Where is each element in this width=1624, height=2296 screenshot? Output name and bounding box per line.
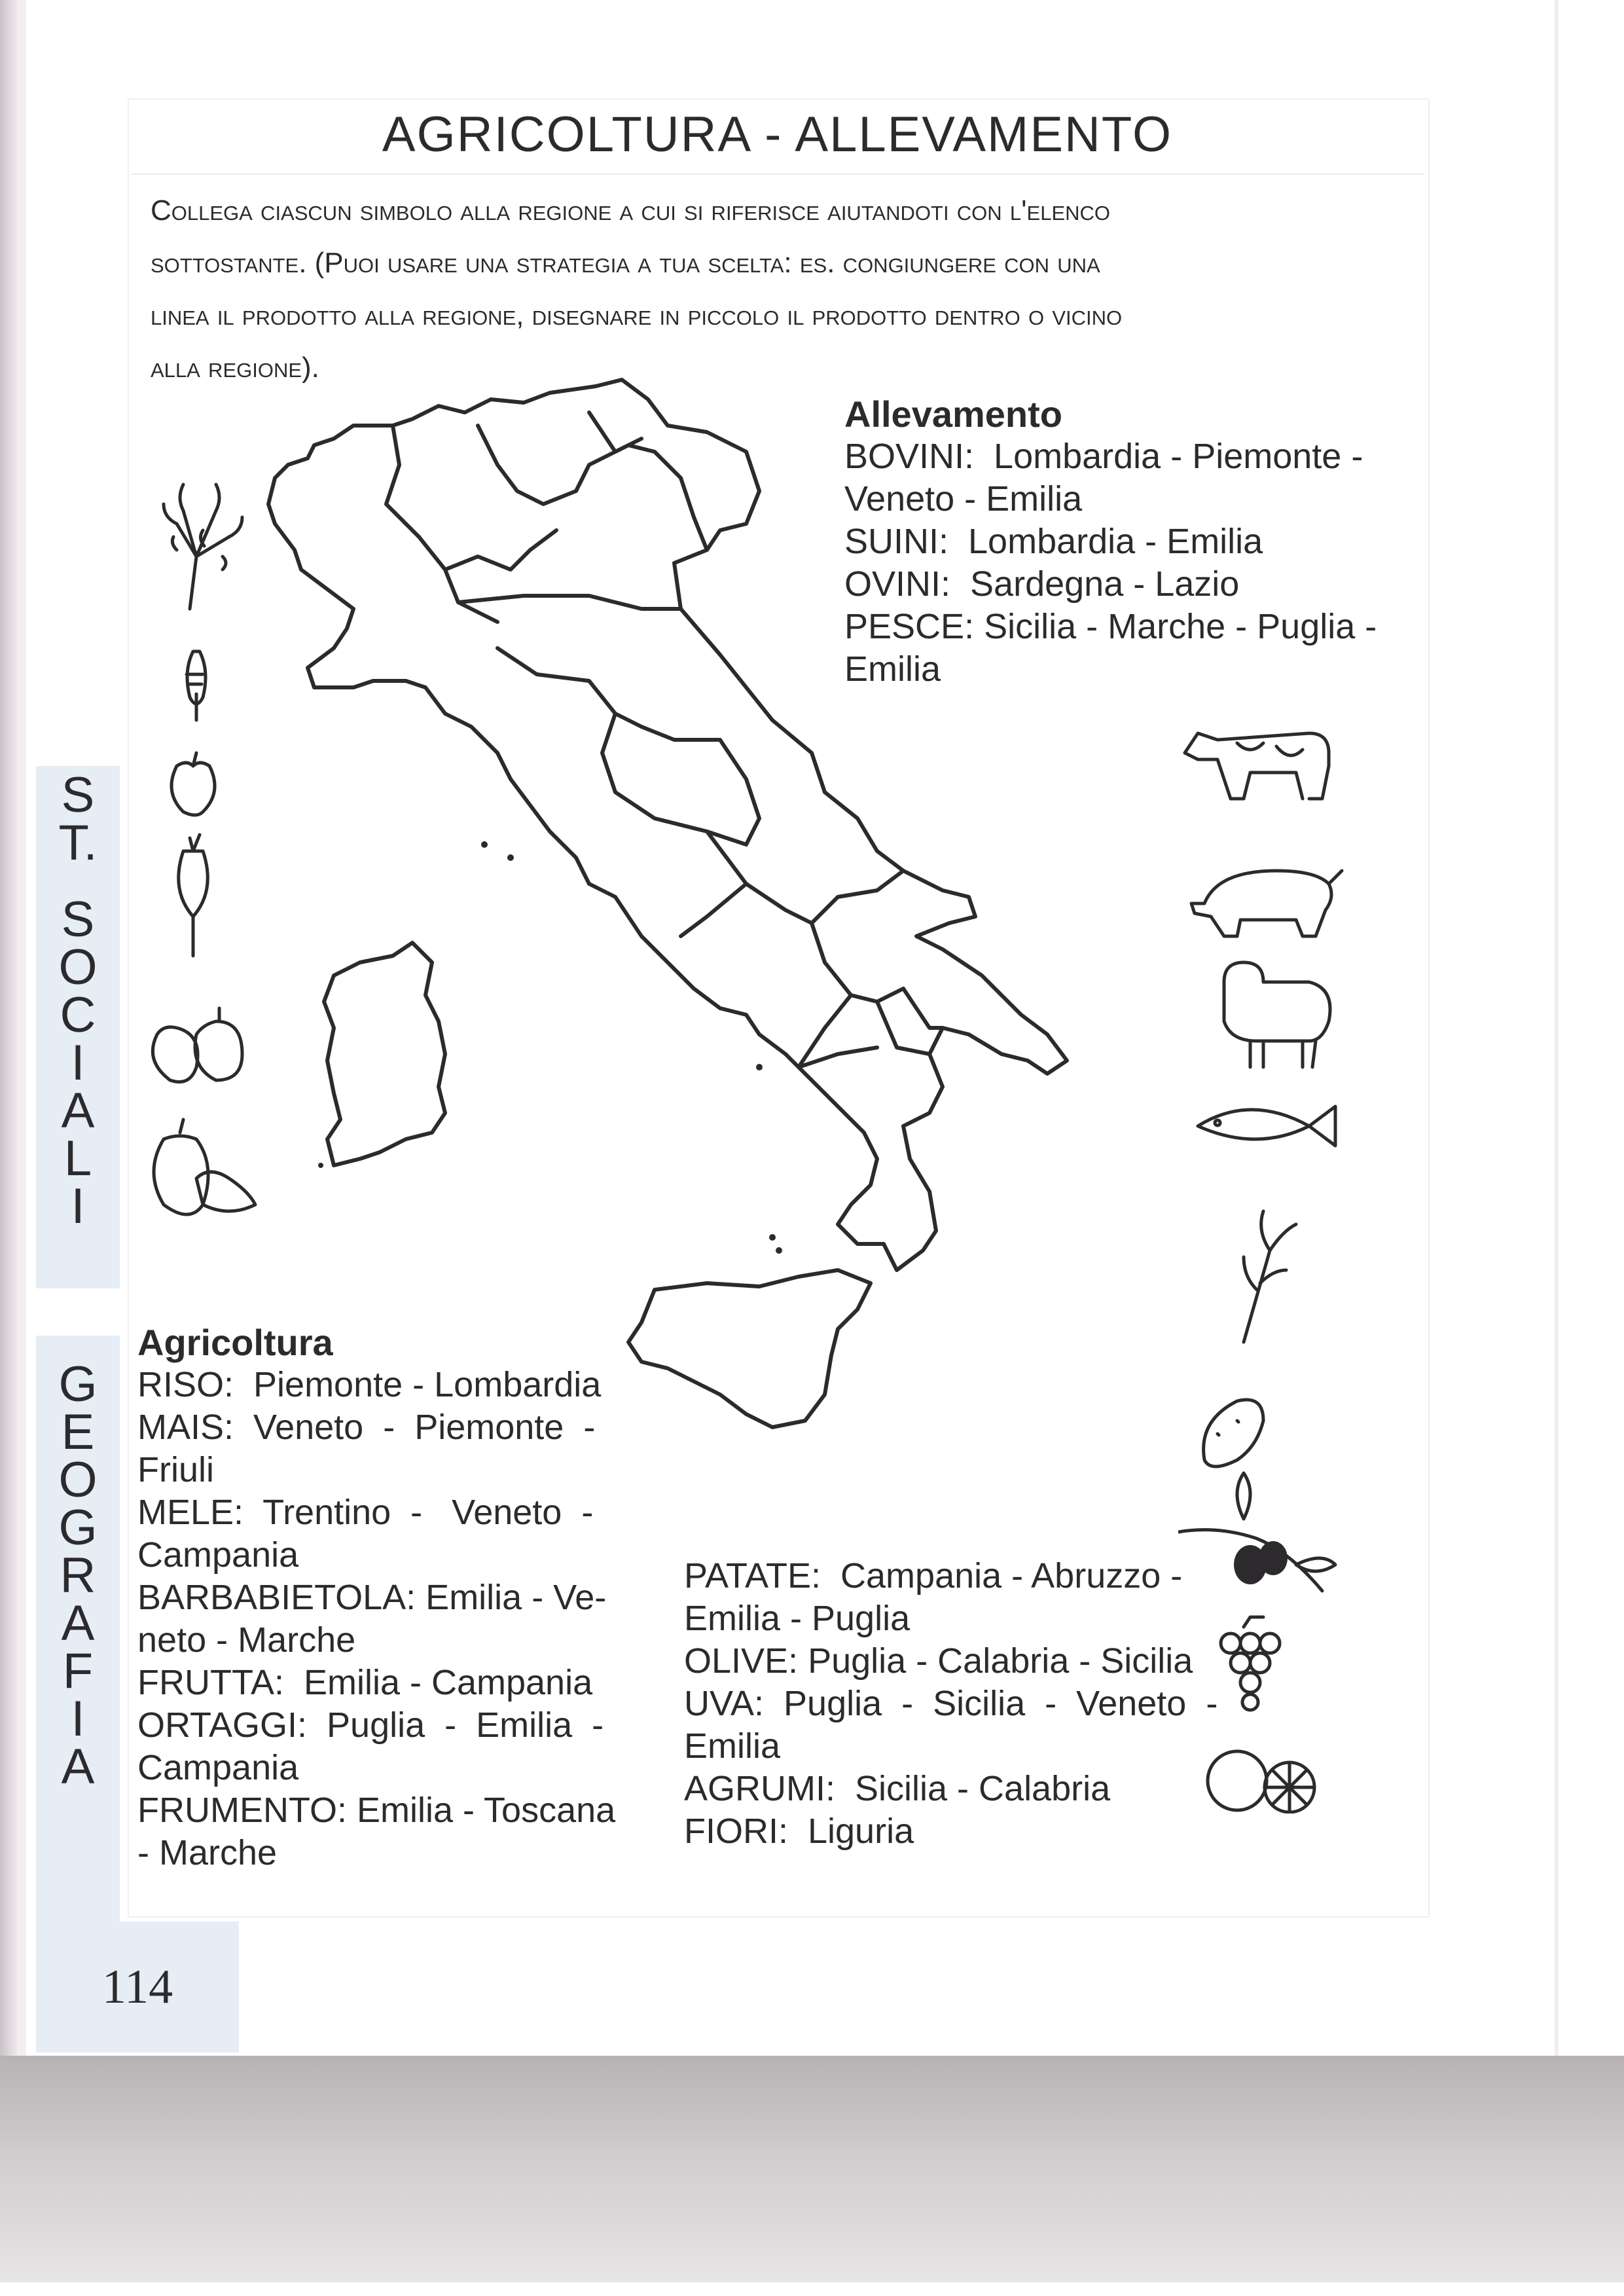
tab-letter: C: [60, 987, 96, 1043]
tab-letter: R: [60, 1548, 96, 1603]
region-border: [877, 1002, 929, 1054]
list-line: Veneto - Emilia: [844, 479, 1083, 519]
list-line: Campania: [137, 1535, 299, 1575]
rice-icon: [164, 484, 242, 609]
list-line: OVINI: Sardegna - Lazio: [844, 564, 1240, 604]
tab-letter: A: [61, 1595, 95, 1651]
tab-letter: A: [61, 1739, 95, 1795]
region-border: [812, 923, 903, 1002]
region-border: [707, 831, 812, 923]
title-divider: [131, 173, 1424, 175]
wheat-icon: [1244, 1211, 1296, 1342]
list-line: ORTAGGI: Puglia - Emilia -: [137, 1705, 604, 1745]
island-dot: [756, 1064, 763, 1070]
list-line: MAIS: Veneto - Piemonte -: [137, 1408, 596, 1447]
list-line: neto - Marche: [137, 1620, 356, 1660]
region-border: [497, 648, 641, 727]
list-line: Friuli: [137, 1450, 214, 1489]
potato-icon: [1204, 1400, 1263, 1467]
list-line: PATATE: Campania - Abruzzo -: [684, 1556, 1183, 1595]
region-border: [641, 727, 720, 740]
region-border: [812, 871, 903, 923]
tab-letter: I: [71, 1035, 85, 1091]
vegetables-icon: [154, 1120, 255, 1214]
list-line: Campania: [137, 1748, 299, 1787]
tab-letter: S: [61, 767, 95, 823]
list-line: PESCE: Sicilia - Marche - Puglia -: [844, 607, 1377, 646]
sicily-outline: [628, 1270, 871, 1427]
list-line: FRUMENTO: Emilia - Toscana: [137, 1791, 616, 1830]
page-binding-shadow: [17, 0, 26, 2056]
citrus-icon: [1208, 1751, 1314, 1812]
region-border: [799, 995, 851, 1067]
tab-letter: T.: [58, 815, 98, 871]
region-border: [681, 884, 746, 936]
region-border: [707, 740, 759, 845]
list-line: SUINI: Lombardia - Emilia: [844, 522, 1263, 561]
fish-icon: [1198, 1106, 1335, 1146]
page-binding-edge: [0, 0, 17, 2056]
list-line: OLIVE: Puglia - Calabria - Sicilia: [684, 1641, 1193, 1681]
agricoltura-heading: Agricoltura: [137, 1322, 333, 1363]
scanner-shadow: [0, 2056, 1624, 2296]
corn-icon: [187, 651, 206, 720]
sheep-icon: [1224, 962, 1330, 1067]
page-number: 114: [36, 1922, 239, 2052]
region-border: [478, 426, 576, 504]
list-line: Emilia: [844, 649, 941, 689]
instruction-line: linea il prodotto alla regione, disegnare in piccolo il prodotto dentro o vicino: [151, 299, 1123, 331]
tab-letter: I: [71, 1178, 85, 1234]
agricoltura-list: [137, 1321, 616, 1874]
tab-letter: O: [58, 939, 98, 995]
beet-icon: [179, 835, 208, 956]
region-border: [903, 989, 943, 1028]
island-dot: [769, 1234, 776, 1241]
side-tab-social-studies: [36, 766, 120, 1288]
page-right-edge: [1555, 0, 1559, 2056]
left-icon-column: [137, 458, 275, 1231]
olive-icon: [1178, 1473, 1335, 1591]
list-line: FRUTTA: Emilia - Campania: [137, 1663, 593, 1702]
region-border: [576, 445, 707, 550]
list-line: MELE: Trentino - Veneto -: [137, 1493, 594, 1532]
tab-letter: S: [61, 892, 95, 947]
instructions: [151, 185, 1394, 394]
page-title: AGRICOLTURA - ALLEVAMENTO: [382, 107, 1173, 162]
list-line: FIORI: Liguria: [684, 1812, 914, 1851]
tab-letter: I: [71, 1691, 85, 1747]
tab-letter: A: [61, 1083, 95, 1139]
agricoltura-list-continued: [684, 1555, 1218, 1853]
list-line: - Marche: [137, 1833, 278, 1872]
tab-letter: E: [61, 1404, 95, 1460]
island-dot: [776, 1247, 782, 1254]
sardinia-outline: [324, 943, 445, 1165]
list-line: UVA: Puglia - Sicilia - Veneto -: [684, 1684, 1218, 1723]
list-line: Emilia - Puglia: [684, 1599, 911, 1638]
instruction-line: Collega ciascun simbolo alla regione a cui si riferisce aiutandoti con l'elenco: [151, 194, 1111, 227]
pig-icon: [1191, 871, 1342, 936]
tab-letter: L: [63, 1131, 92, 1186]
island-dot: [507, 854, 514, 861]
scanner-margin: [0, 2282, 1624, 2296]
region-border: [458, 596, 681, 609]
tab-letter: O: [58, 1452, 98, 1508]
allevamento-heading: Allevamento: [844, 393, 1062, 435]
list-line: Emilia: [684, 1726, 781, 1766]
tab-letter: G: [58, 1500, 98, 1556]
list-line: BOVINI: Lombardia - Piemonte -: [844, 437, 1363, 476]
tab-letter: F: [62, 1643, 94, 1699]
fruit-icon: [153, 1008, 242, 1082]
instruction-line: sottostante. (Puoi usare una strategia a tua scelta: es. congiungere con una: [151, 247, 1100, 279]
tab-letter: G: [58, 1357, 98, 1412]
list-line: AGRUMI: Sicilia - Calabria: [684, 1769, 1111, 1808]
island-dot: [481, 841, 488, 848]
instruction-line: alla regione).: [151, 352, 319, 384]
list-line: RISO: Piemonte - Lombardia: [137, 1365, 602, 1404]
region-border: [445, 530, 556, 570]
list-line: BARBABIETOLA: Emilia - Ve-: [137, 1578, 607, 1617]
grapes-icon: [1221, 1617, 1280, 1710]
cow-icon: [1185, 733, 1329, 799]
apple-icon: [171, 753, 215, 815]
island-dot: [318, 1163, 323, 1168]
right-icon-column: [1178, 714, 1362, 1813]
region-border: [386, 426, 497, 622]
allevamento-list: [844, 393, 1420, 691]
side-tab-geography: [36, 1336, 120, 1923]
